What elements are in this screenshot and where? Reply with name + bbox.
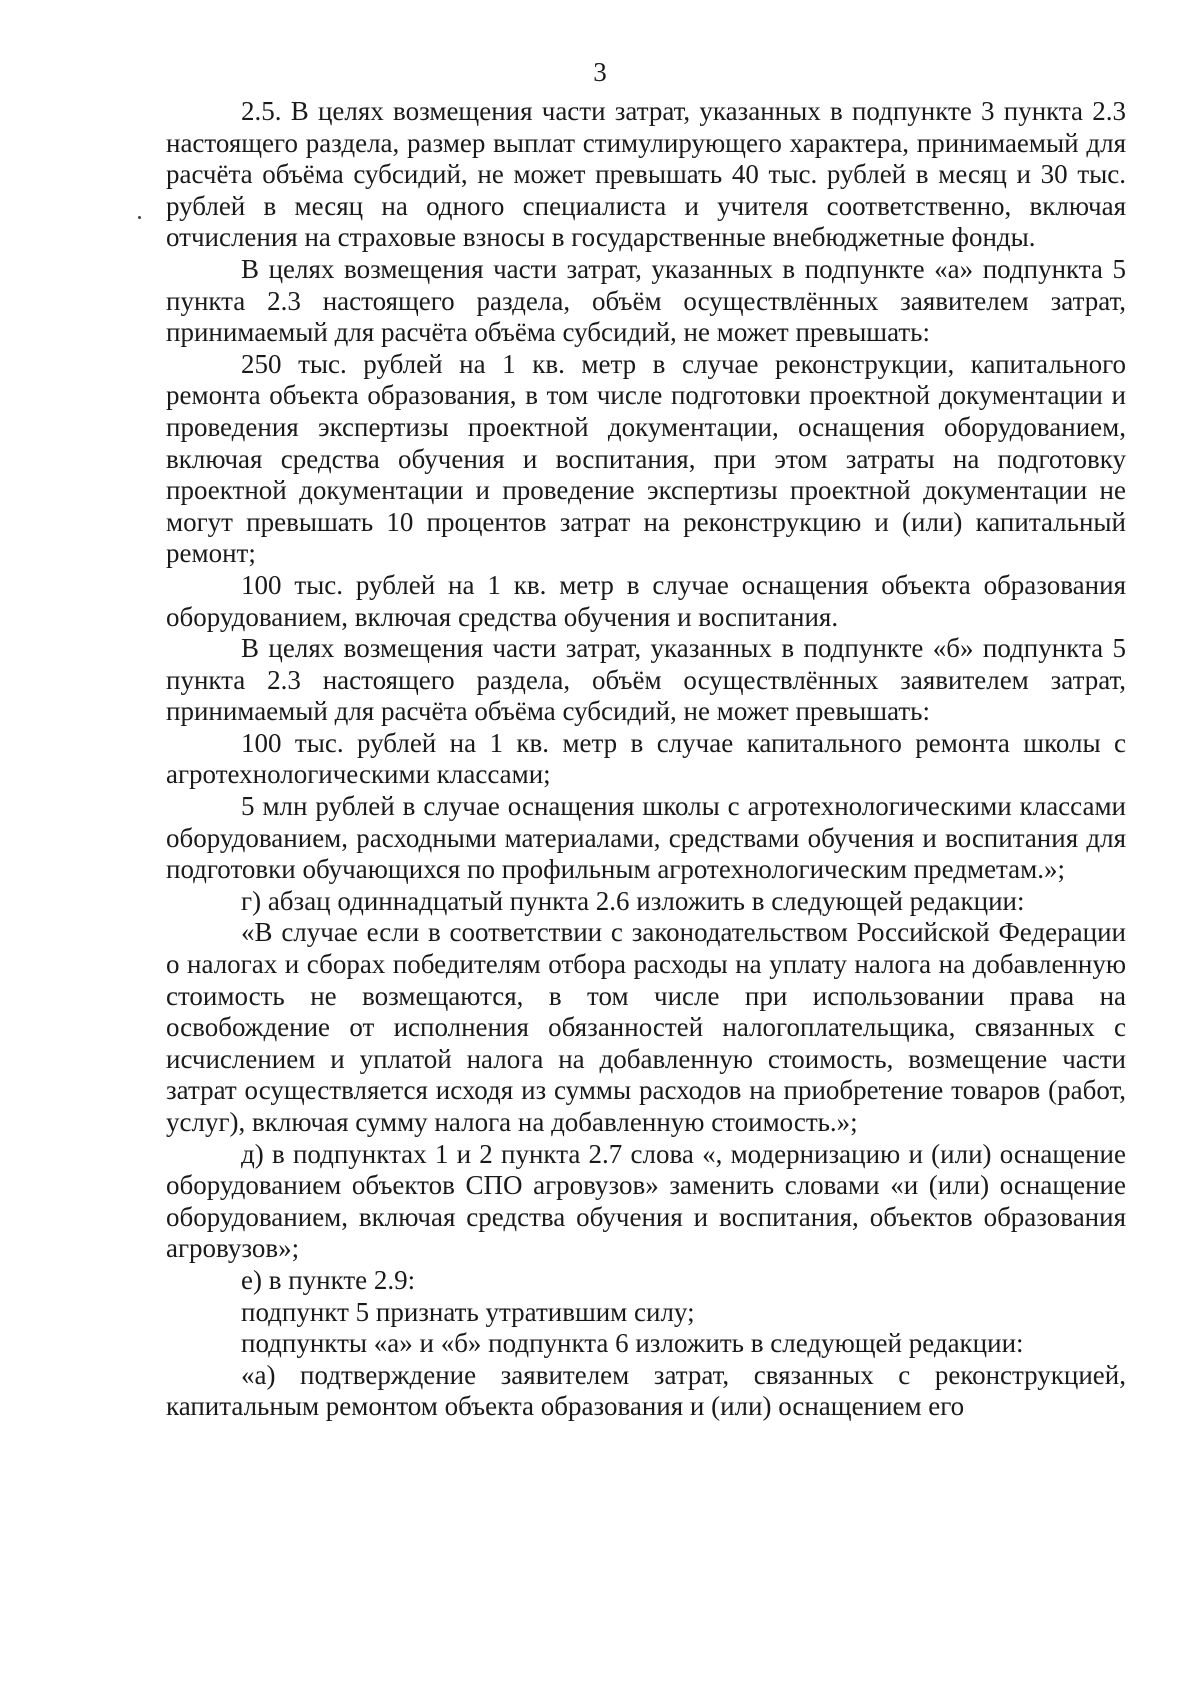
- paragraph-limit-5mln: 5 млн рублей в случае оснащения школы с агротехнологическими классами оборудованием, расходными материалами, средствами обучения и воспитания для подготовки обучающихся по профильным агротехнологическим предметам.»;: [166, 791, 1126, 885]
- page-number: 3: [593, 57, 607, 87]
- paragraph-subitem-5: подпункт 5 признать утратившим силу;: [241, 1296, 695, 1327]
- paragraph-limit-100-equipment: 100 тыс. рублей на 1 кв. метр в случае оснащения объекта образования оборудованием, включая средства обучения и воспитания.: [166, 569, 1126, 632]
- paragraph-limit-250: 250 тыс. рублей на 1 кв. метр в случае реконструкции, капитального ремонта объекта образования, в том числе подготовки проектной документации и проведения экспертизы проектной документации, оснащения оборудованием, включая средства обучения и воспитания, при этом затраты на подготовку проектной документации и проведение экспертизы проектной документации не могут превышать 10 процентов затрат на реконструкцию и (или) капитальный ремонт;: [166, 348, 1126, 569]
- document-body: [166, 96, 1126, 1423]
- paragraph-item-g: г) абзац одиннадцатый пункта 2.6 изложить в следующей редакции:: [241, 885, 1025, 916]
- paragraph-item-e: е) в пункте 2.9:: [241, 1264, 416, 1295]
- paragraph-vat: «В случае если в соответствии с законодательством Российской Федерации о налогах и сборах победителям отбора расходы на уплату налога на добавленную стоимость не возмещаются, в том числе при использовании права на освобождение от исполнения обязанностей налогоплательщика, связанных с исчислением и уплатой налога на добавленную стоимость, возмещение части затрат осуществляется исходя из суммы расходов на приобретение товаров (работ, услуг), включая сумму налога на добавленную стоимость.»;: [166, 917, 1126, 1137]
- paragraph-subitems-a-b: подпункты «а» и «б» подпункта 6 изложить в следующей редакции:: [241, 1328, 1024, 1359]
- scan-speck: [138, 216, 141, 219]
- paragraph-2-5: 2.5. В целях возмещения части затрат, указанных в подпункте 3 пункта 2.3 настоящего раздела, размер выплат стимулирующего характера, принимаемый для расчёта объёма субсидий, не может превышать 40 тыс. рублей в месяц и 30 тыс. рублей в месяц на одного специалиста и учителя соответственно, включая отчисления на страховые взносы в государственные внебюджетные фонды.: [166, 96, 1126, 253]
- paragraph-limit-100-school: 100 тыс. рублей на 1 кв. метр в случае капитального ремонта школы с агротехнологическими классами;: [166, 727, 1126, 790]
- paragraph-costs-b: В целях возмещения части затрат, указанных в подпункте «б» подпункта 5 пункта 2.3 настоящего раздела, объём осуществлённых заявителем затрат, принимаемый для расчёта объёма субсидий, не может превышать:: [166, 633, 1126, 727]
- paragraph-subitem-a: «а) подтверждение заявителем затрат, связанных с реконструкцией, капитальным ремонтом объекта образования и (или) оснащением его: [166, 1359, 1126, 1422]
- paragraph-item-d: д) в подпунктах 1 и 2 пункта 2.7 слова «, модернизацию и (или) оснащение оборудованием объектов СПО агровузов» заменить словами «и (или) оснащение оборудованием, включая средства обучения и воспитания, объектов образования агровузов»;: [166, 1138, 1126, 1264]
- paragraph-costs-a: В целях возмещения части затрат, указанных в подпункте «а» подпункта 5 пункта 2.3 настоящего раздела, объём осуществлённых заявителем затрат, принимаемый для расчёта объёма субсидий, не может превышать:: [166, 253, 1126, 348]
